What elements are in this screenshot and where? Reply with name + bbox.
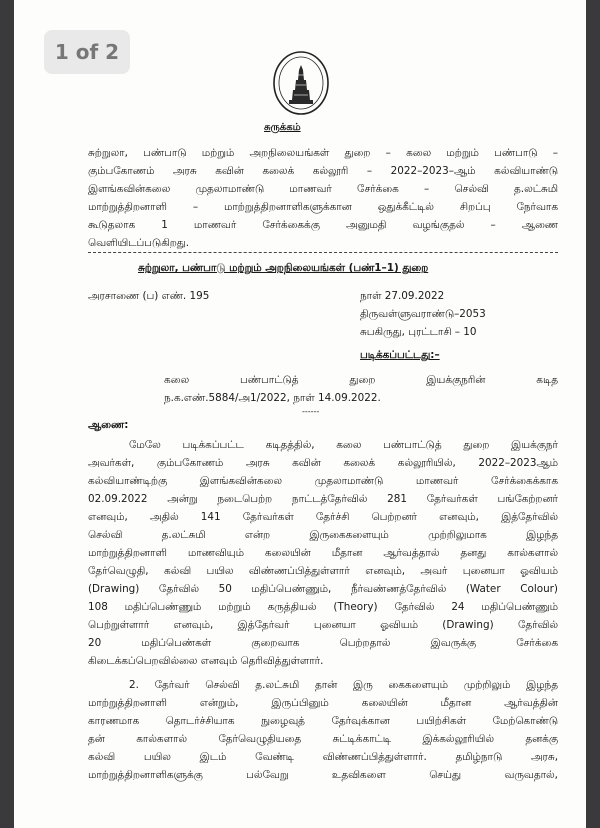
paragraph-line: மேலே படிக்கப்பட்ட கடிதத்தில், கலை பண்பாட்டுத் துறை இயக்குநர் (129, 439, 558, 451)
paragraph-line: மாற்றுத்திறனாளி என்றும், இருப்பினும் கலையின் மீதான ஆர்வத்தின் (88, 697, 558, 709)
directive-heading: ஆணை: (88, 419, 129, 431)
paragraph-line: 2. தேர்வர் செல்வி த.லட்சுமி தான் இரு கைகளையும் முற்றிலும் இழந்த (129, 679, 558, 691)
paragraph-line: கல்வி பயில இடம் வேண்டி விண்ணப்பித்துள்ளார். தமிழ்நாடு அரசு, (88, 751, 558, 763)
paragraph-line: தேர்வெழுதி, கல்வி பயில விண்ணப்பித்துள்ளார் எனவும், அவர் புனையா ஓவியம் (88, 565, 558, 577)
paragraph-line: 02.09.2022 அன்று நடைபெற்ற நாட்டத்தேர்வில் 281 தேர்வர்கள் பங்கேற்றனர் (88, 493, 558, 505)
paragraph-line: மாற்றுத்திறனாளிகளுக்கு பல்வேறு உதவிகளை செய்து வருவதால், (88, 769, 558, 781)
paragraph-line: தன் கால்களால் தேர்வெழுதியதை சுட்டிக்காட்டி இக்கல்லூரியில் தனக்கு (88, 733, 558, 745)
summary-line: சுற்றுலா, பண்பாடு மற்றும் அறநிலையங்கள் துறை – கலை மற்றும் பண்பாடு – (88, 147, 558, 159)
paragraph-line: அவர்கள், கும்பகோணம் அரசு கவின் கலைக் கல்லூரியில், 2022–2023ஆம் (88, 457, 558, 469)
read-heading: படிக்கப்பட்டது:– (360, 349, 440, 361)
paragraph-line: செல்வி த.லட்சுமி என்ற இருகைகளையும் முற்றிலுமாக இழந்த (88, 529, 558, 541)
read-reference-line: கலை பண்பாட்டுத் துறை இயக்குநரின் கடித (164, 374, 558, 386)
paragraph-line: எனவும், அதில் 141 தேர்வர்கள் தேர்ச்சி பெற்றனர் எனவும், இத்தேர்வில் (88, 511, 558, 523)
read-reference-line: ந.க.எண்.5884/அ1/2022, நாள் 14.09.2022. (164, 392, 381, 404)
tamil-month: சுபகிருது, புரட்டாசி – 10 (360, 326, 477, 338)
summary-line: கும்பகோணம் அரசு கவின் கலைக் கல்லூரி – 2022–2023–ஆம் கல்வியாண்டு (88, 165, 558, 177)
paragraph-line: பெற்றுள்ளார் எனவும், இத்தேர்வர் புனையா ஓவியம் (Drawing) தேர்வில் (88, 619, 558, 631)
paragraph-line: 20 மதிப்பெண்கள் குறைவாக பெற்றதால் இவருக்கு சேர்க்கை (88, 637, 558, 649)
document-page (14, 0, 586, 828)
department-heading: சுற்றுலா, பண்பாடு மற்றும் அறநிலையங்கள் (பண்1–1) துறை (138, 262, 429, 274)
order-date: நாள் 27.09.2022 (360, 290, 445, 302)
separator: ------ (302, 407, 320, 416)
tamil-year: திருவள்ளுவராண்டு–2053 (360, 308, 486, 320)
summary-line: கூடுதலாக 1 மாணவர் சேர்க்கைக்கு அனுமதி வழங்குதல் – ஆணை (88, 219, 558, 231)
page-indicator: 1 of 2 (44, 30, 130, 74)
paragraph-line: 108 மதிப்பெண்ணும் மற்றும் கருத்தியல் (Theory) தேர்வில் 24 மதிப்பெண்ணும் (88, 601, 558, 613)
paragraph-line: (Drawing) தேர்வில் 50 மதிப்பெண்ணும், நீர்வண்ணத்தேர்வில் (Water Colour) (88, 583, 558, 595)
dashed-divider (88, 252, 558, 253)
summary-heading: சுருக்கம் (264, 122, 301, 133)
paragraph-line: மாற்றுத்திறனாளி மாணவியும் கலையின் மீதான ஆர்வத்தால் தனது கால்களால் (88, 547, 558, 559)
summary-line: இளங்கவின்கலை முதலாமாண்டு மாணவர் சேர்க்கை – செல்வி த.லட்சுமி (88, 183, 558, 195)
government-emblem-icon (272, 50, 330, 116)
paragraph-line: கல்வியாண்டிற்கு இளங்கவின்கலை முதலாமாண்டு மாணவர் சேர்க்கைக்காக (88, 475, 558, 487)
order-number: அரசாணை (ப) எண். 195 (88, 290, 210, 302)
paragraph-line: கிடைக்கப்பெறவில்லை எனவும் தெரிவித்துள்ளார். (88, 655, 324, 667)
paragraph-line: காரணமாக தொடர்ச்சியாக நுழைவுத் தேர்வுக்கான பயிற்சிகள் மேற்கொண்டு (88, 715, 558, 727)
summary-line: மாற்றுத்திறனாளி – மாற்றுத்திறனாளிகளுக்கான ஒதுக்கீட்டில் சிறப்பு நேர்வாக (88, 201, 558, 213)
summary-line: வெளியிடப்படுகிறது. (88, 237, 190, 249)
